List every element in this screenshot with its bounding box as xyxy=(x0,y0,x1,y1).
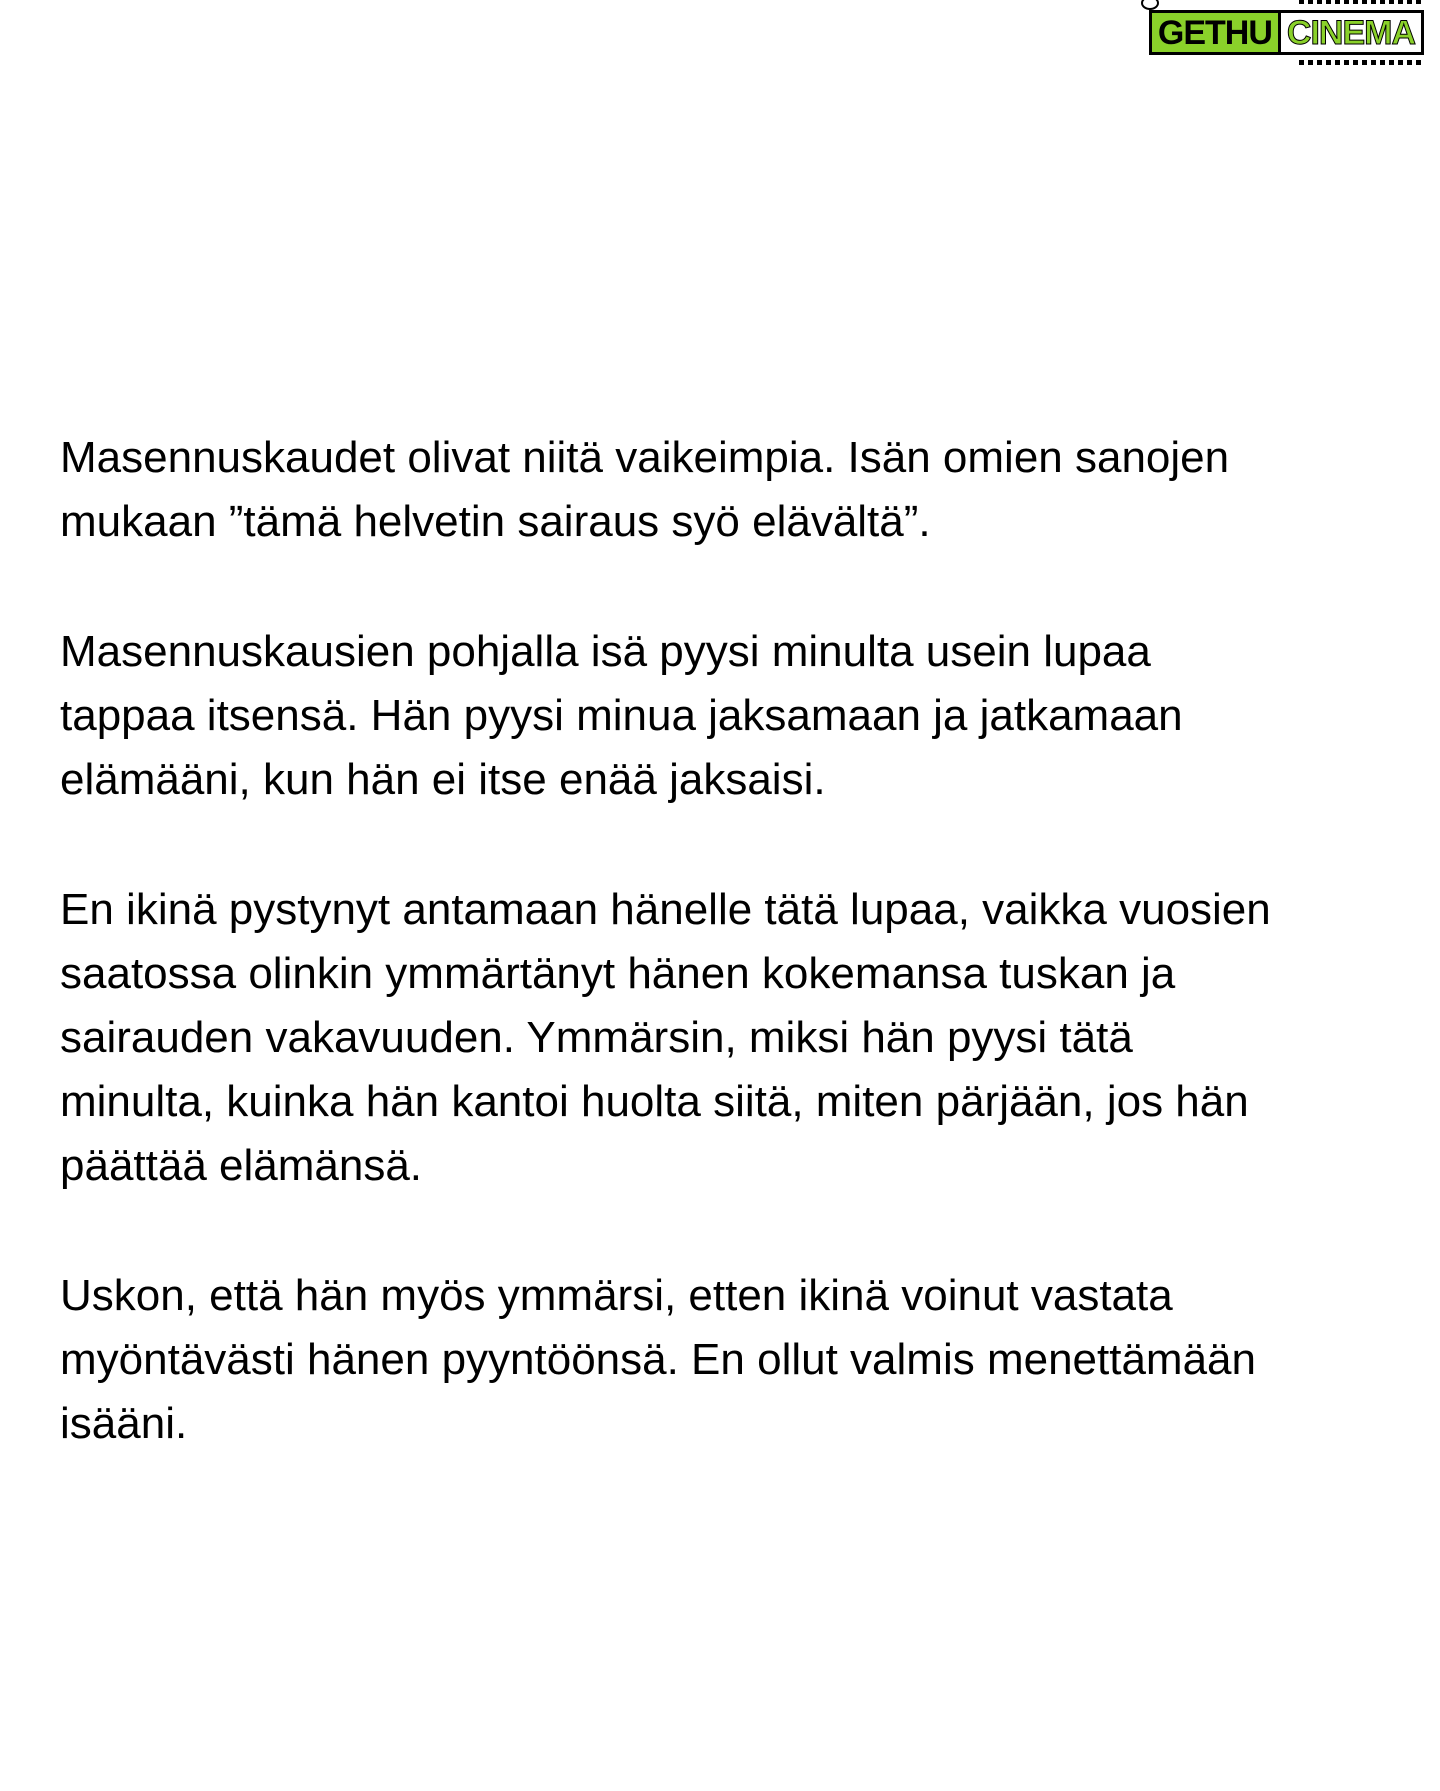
paragraph-2: Masennuskausien pohjalla isä pyysi minulta usein lupaa tappaa itsensä. Hän pyysi minua jaksamaan ja jatkamaan elämääni, kun hän ei itse enää jaksaisi. xyxy=(60,627,1183,804)
gethucinema-logo xyxy=(1149,8,1424,56)
story-text xyxy=(60,426,1400,1522)
paragraph-3: En ikinä pystynyt antamaan hänelle tätä lupaa, vaikka vuosien saatossa olinkin ymmärtänyt hänen kokemansa tuskan ja sairauden vakavuuden. Ymmärsin, miksi hän pyysi tätä minulta, kuinka hän kantoi huolta siitä, miten pärjään, jos hän päättää elämänsä. xyxy=(60,885,1271,1190)
paragraph-1: Masennuskaudet olivat niitä vaikeimpia. Isän omien sanojen mukaan ”tämä helvetin sairaus syö elävältä”. xyxy=(60,433,1230,546)
paragraph-4: Uskon, että hän myös ymmärsi, etten ikinä voinut vastata myöntävästi hänen pyyntöönsä. En ollut valmis menettämään isääni. xyxy=(60,1271,1256,1448)
film-strip-top xyxy=(1299,0,1424,4)
logo-text-gethu: GETHU xyxy=(1149,10,1278,55)
camera-icon xyxy=(1141,0,1159,10)
logo-text-cinema: CINEMA xyxy=(1278,10,1424,55)
film-strip-bottom xyxy=(1299,60,1424,65)
